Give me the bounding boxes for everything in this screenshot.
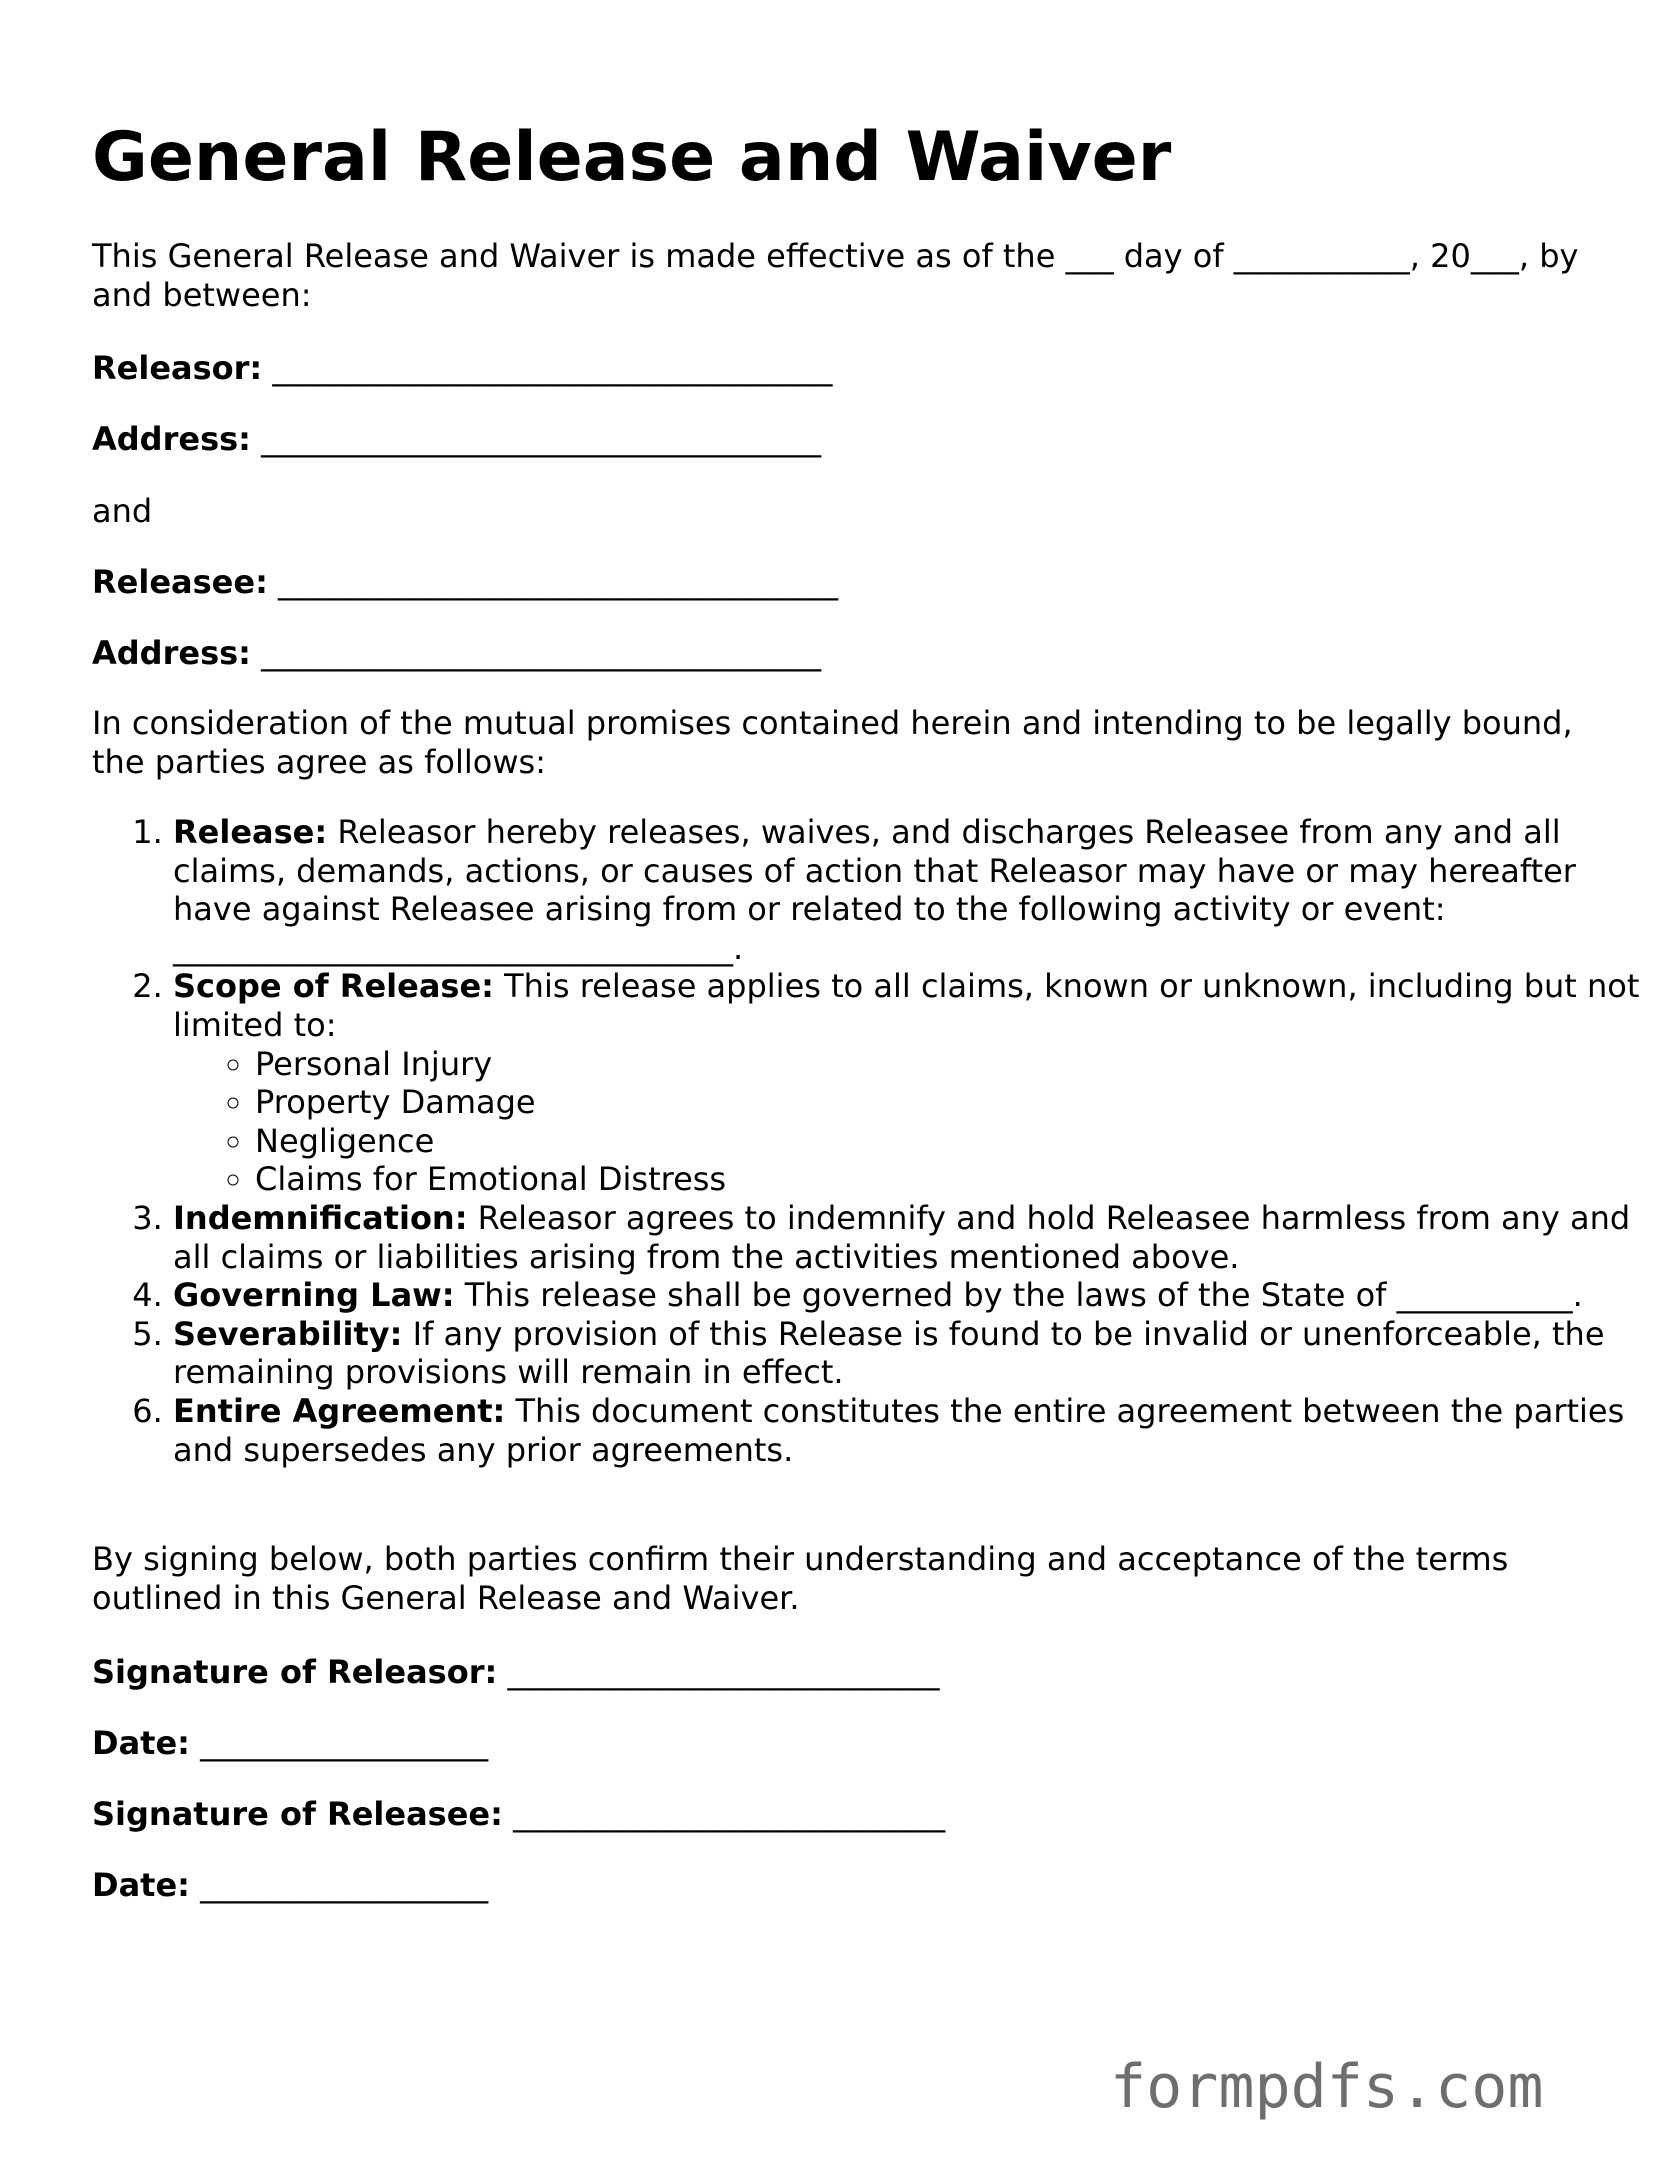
date-blank: __________________ [200,1866,489,1904]
term-heading: Release: [173,813,328,851]
sub-item: ◦ Claims for Emotional Distress [255,1160,1653,1199]
releasor-signature-blank: ___________________________ [507,1653,940,1691]
term-scope [173,967,1653,1199]
scope-sub-list [173,1045,1653,1199]
sub-item: ◦ Personal Injury [255,1045,1653,1084]
term-heading: Severability: [173,1314,403,1353]
terms-list [92,813,1653,1469]
term-text: Releasor hereby releases, waives, and discharges Releasee from any and all claims, demands, actions, or causes of action that Releasor may have or may hereafter have against Releasee arising from or related to the following activity or event: ___________________________________. [173,813,1576,967]
term-text: Releasor agrees to indemnify and hold Releasee harmless from any and all claims or liabilities arising from the activities mentioned above. [173,1198,1631,1276]
releasor-date-field [92,1724,488,1763]
sub-item: ◦ Negligence [255,1122,1653,1161]
releasor-signature-label: Signature of Releasor: [92,1653,498,1691]
releasor-label: Releasor: [92,349,263,387]
closing-paragraph: By signing below, both parties confirm their understanding and acceptance of the terms outlined in this General Release and Waiver. [92,1540,1509,1617]
releasee-address-label: Address: [92,634,251,672]
term-text: This release applies to all claims, known or unknown, including but not limited to: [173,967,1640,1044]
term-entire-agreement [173,1392,1653,1469]
releasee-signature-blank: ___________________________ [513,1795,946,1833]
releasor-address-label: Address: [92,420,251,458]
watermark-text: formpdfs.com [1110,2052,1544,2122]
term-heading: Scope of Release: [173,967,494,1006]
term-text: This document constitutes the entire agreement between the parties and supersedes any prior agreements. [173,1391,1625,1469]
releasee-label: Releasee: [92,563,268,601]
date-label: Date: [92,1724,190,1762]
releasor-address-field [92,420,821,459]
releasee-address-field [92,634,821,673]
and-text: and [92,492,153,530]
releasor-signature-field [92,1653,939,1692]
term-text: This release shall be governed by the laws of the State of ___________. [454,1276,1583,1315]
sub-item: ◦ Property Damage [255,1083,1653,1122]
date-label: Date: [92,1866,190,1904]
releasor-field [92,349,832,388]
document-title: General Release and Waiver [92,118,1172,197]
releasor-address-blank: ___________________________________ [261,420,822,458]
releasee-field [92,563,838,602]
intro-paragraph: This General Release and Waiver is made effective as of the ___ day of ___________, 20___, by and between: [92,237,1579,314]
term-severability [173,1315,1653,1392]
releasee-signature-label: Signature of Releasee: [92,1795,503,1833]
date-blank: __________________ [200,1724,489,1762]
term-heading: Governing Law: [173,1276,455,1315]
term-indemnification [173,1199,1653,1276]
term-heading: Indemnification: [173,1198,468,1237]
term-heading: Entire Agreement: [173,1391,506,1430]
releasee-signature-field [92,1795,945,1834]
releasee-address-blank: ___________________________________ [261,634,822,672]
releasee-blank: ___________________________________ [278,563,839,601]
term-governing-law [173,1276,1653,1315]
releasee-date-field [92,1866,488,1905]
releasor-blank: ___________________________________ [272,349,833,387]
consideration-paragraph: In consideration of the mutual promises contained herein and intending to be legally bound, the parties agree as follows: [92,704,1573,781]
term-release [173,813,1653,967]
term-text: If any provision of this Release is found to be invalid or unenforceable, the remaining provisions will remain in effect. [173,1314,1605,1392]
